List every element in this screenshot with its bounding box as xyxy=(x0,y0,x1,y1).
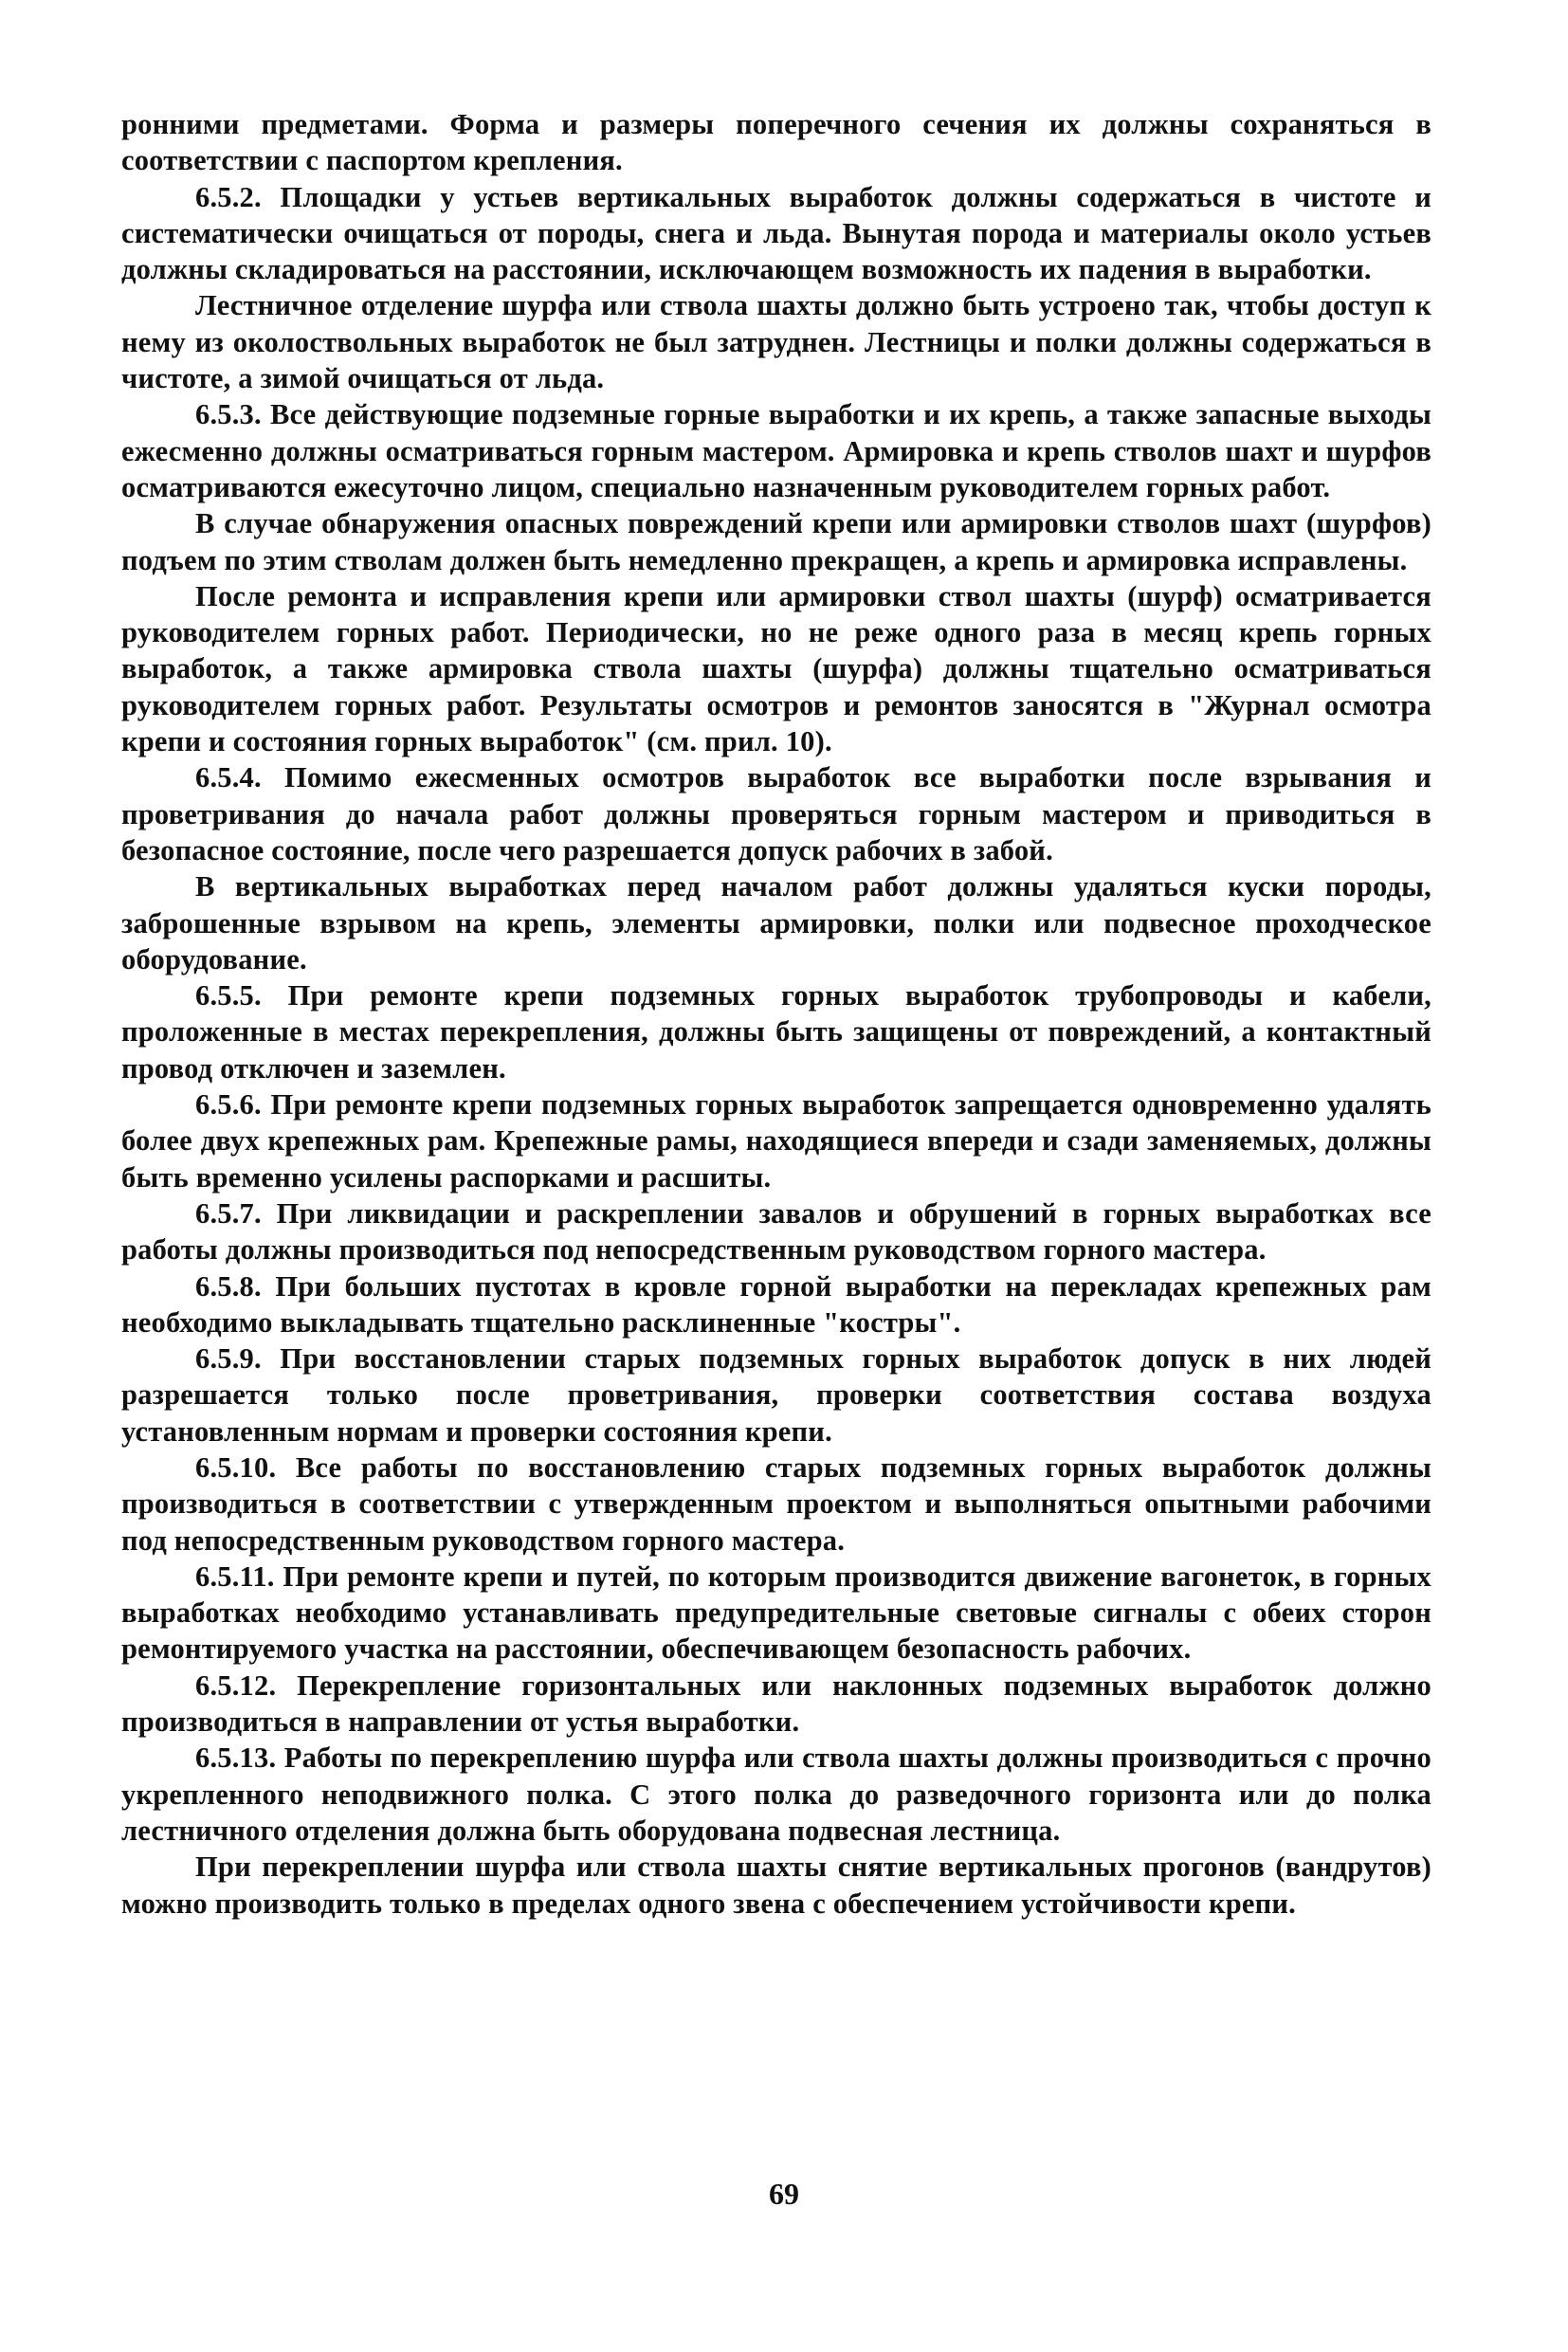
paragraph-6-5-12: 6.5.12. Перекрепление горизонтальных или наклонных подземных выработок должно производиться в направлении от устья выработки. xyxy=(121,1668,1431,1739)
paragraph-vertical-workings: В вертикальных выработках перед началом работ должны удаляться куски породы, заброшенные взрывом на крепь, элементы армировки, полки или подвесное проходческое оборудование. xyxy=(121,870,1431,975)
paragraph-after-repair: После ремонта и исправления крепи или армировки ствол шахты (шурф) осматривается руководителем горных работ. Периодически, но не реже одного раза в месяц крепь горных выработок, а также армировка ствола шахты (шурфа) должны тщательно осматриваться руководителем горных работ. Результаты осмотров и ремонтов заносятся в "Журнал осмотра крепи и состояния горных выработок" (см. прил. 10). xyxy=(121,579,1431,758)
paragraph-6-5-4: 6.5.4. Помимо ежесменных осмотров выработок все выработки после взрывания и проветривания до начала работ должны проверяться горным мастером и приводиться в безопасное состояние, после чего разрешается допуск рабочих в забой. xyxy=(121,761,1431,866)
paragraph-6-5-10: 6.5.10. Все работы по восстановлению старых подземных горных выработок должны производиться в соответствии с утвержденным проектом и выполняться опытными рабочими под непосредственным руководством горного мастера. xyxy=(121,1450,1431,1557)
paragraph-6-5-6: 6.5.6. При ремонте крепи подземных горных выработок запрещается одновременно удалять более двух крепежных рам. Крепежные рамы, находящиеся впереди и сзади заменяемых, должны быть временно усилены распорками и расшиты. xyxy=(121,1088,1431,1194)
body-text xyxy=(121,106,1431,1922)
paragraph-6-5-3: 6.5.3. Все действующие подземные горные выработки и их крепь, а также запасные выходы ежесменно должны осматриваться горным мастером. Армировка и крепь стволов шахт и шурфов осматриваются ежесуточно лицом, специально назначенным руководителем горных работ. xyxy=(121,398,1431,503)
paragraph-6-5-5: 6.5.5. При ремонте крепи подземных горных выработок трубопроводы и кабели, проложенные в местах перекрепления, должны быть защищены от повреждений, а контактный провод отключен и заземлен. xyxy=(121,979,1431,1085)
page-number: 69 xyxy=(769,2177,799,2211)
paragraph-reinforcement-removal: При перекреплении шурфа или ствола шахты снятие вертикальных прогонов (вандрутов) можно производить только в пределах одного звена с обеспечением устойчивости крепи. xyxy=(121,1851,1431,1920)
paragraph-6-5-2: 6.5.2. Площадки у устьев вертикальных выработок должны содержаться в чистоте и систематически очищаться от породы, снега и льда. Вынутая порода и материалы около устьев должны складироваться на расстоянии, исключающем возможность их падения в выработки. xyxy=(121,180,1431,286)
paragraph-continuation: ронними предметами. Форма и размеры поперечного сечения их должны сохраняться в соответствии с паспортом крепления. xyxy=(121,108,1431,177)
paragraph-6-5-7: 6.5.7. При ликвидации и раскреплении завалов и обрушений в горных выработках все работы должны производиться под непосредственным руководством горного мастера. xyxy=(121,1196,1431,1267)
paragraph-6-5-13: 6.5.13. Работы по перекреплению шурфа или ствола шахты должны производиться с прочно укрепленного неподвижного полка. С этого полка до разведочного горизонта или до полка лестничного отделения должна быть оборудована подвесная лестница. xyxy=(121,1741,1431,1847)
paragraph-6-5-9: 6.5.9. При восстановлении старых подземных горных выработок допуск в них людей разрешается только после проветривания, проверки соответствия состава воздуха установленным нормам и проверки состояния крепи. xyxy=(121,1342,1431,1448)
paragraph-6-5-8: 6.5.8. При больших пустотах в кровле горной выработки на перекладах крепежных рам необходимо выкладывать тщательно расклиненные "костры". xyxy=(121,1269,1431,1339)
paragraph-damage-detected: В случае обнаружения опасных повреждений крепи или армировки стволов шахт (шурфов) подъем по этим стволам должен быть немедленно прекращен, а крепь и армировка исправлены. xyxy=(121,507,1431,576)
paragraph-stair-compartment: Лестничное отделение шурфа или ствола шахты должно быть устроено так, чтобы доступ к нему из околоствольных выработок не был затруднен. Лестницы и полки должны содержаться в чистоте, а зимой очищаться от льда. xyxy=(121,289,1431,395)
paragraph-6-5-11: 6.5.11. При ремонте крепи и путей, по которым производится движение вагонеток, в горных выработках необходимо устанавливать предупредительные световые сигналы с обеих сторон ремонтируемого участка на расстоянии, обеспечивающем безопасность рабочих. xyxy=(121,1559,1431,1666)
